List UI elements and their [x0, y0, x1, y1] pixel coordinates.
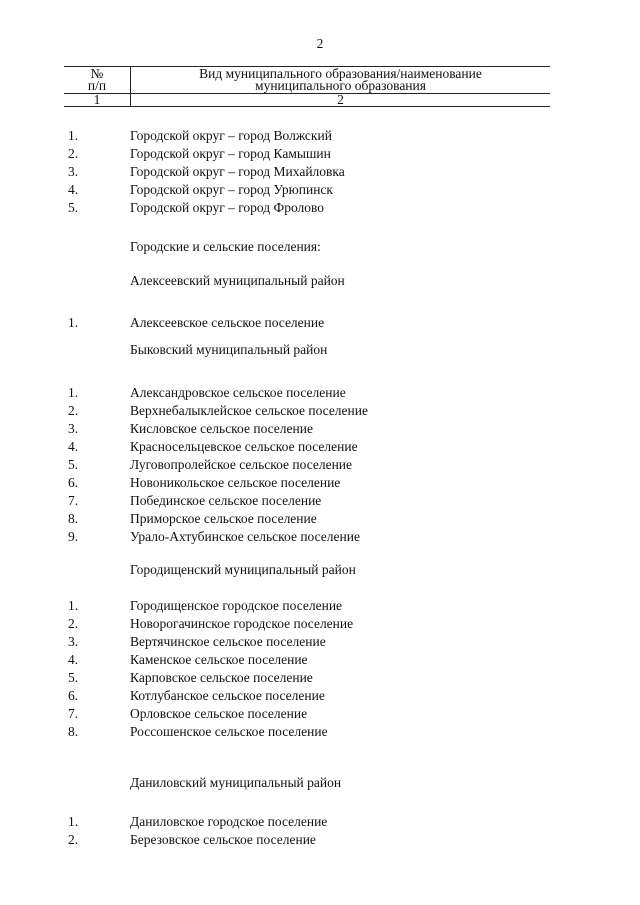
list-item-number: 2.	[68, 146, 79, 161]
table-header	[64, 66, 550, 107]
list-item-text: Алексеевское сельское поселение	[130, 315, 325, 330]
district-title-gorodishchensky: Городищенский муниципальный район	[130, 562, 356, 577]
list-item-text: Александровское сельское поселение	[130, 385, 346, 400]
column-number-index: 1	[64, 94, 131, 107]
list-item-text: Красносельцевское сельское поселение	[130, 439, 358, 454]
list-item-text: Новоникольское сельское поселение	[130, 475, 341, 490]
list-item-number: 3.	[68, 421, 79, 436]
list-item-number: 8.	[68, 511, 79, 526]
column-type-header	[131, 67, 551, 94]
list-item-text: Кисловское сельское поселение	[130, 421, 313, 436]
list-item-text: Верхнебалыклейское сельское поселение	[130, 403, 368, 418]
list-item-text: Городской округ – город Камышин	[130, 146, 331, 161]
column-number-symbol: №	[90, 66, 104, 81]
list-item-text: Побединское сельское поселение	[130, 493, 322, 508]
district-title-bykovsky: Быковский муниципальный район	[130, 342, 328, 357]
column-type-line2: муниципального образования	[255, 78, 426, 93]
table-index-row	[64, 94, 550, 107]
list-item-text: Новорогачинское городское поселение	[130, 616, 354, 631]
list-item-text: Орловское сельское поселение	[130, 706, 308, 721]
list-item-number: 2.	[68, 403, 79, 418]
list-item-text: Березовское сельское поселение	[130, 832, 316, 847]
list-item-number: 4.	[68, 182, 79, 197]
list-item-text: Луговопролейское сельское поселение	[130, 457, 353, 472]
list-item-number: 3.	[68, 164, 79, 179]
settlements-heading: Городские и сельские поселения:	[130, 239, 321, 254]
list-item-text: Карповское сельское поселение	[130, 670, 313, 685]
list-item-number: 9.	[68, 529, 79, 544]
list-item-text: Урало-Ахтубинское сельское поселение	[130, 529, 360, 544]
page-number: 2	[316, 36, 324, 51]
list-item-text: Городской округ – город Фролово	[130, 200, 325, 215]
list-item-number: 4.	[68, 652, 79, 667]
list-item-number: 8.	[68, 724, 79, 739]
list-item-number: 5.	[68, 670, 79, 685]
list-item-text: Котлубанское сельское поселение	[130, 688, 325, 703]
list-item-text: Городищенское городское поселение	[130, 598, 343, 613]
list-item-text: Вертячинское сельское поселение	[130, 634, 326, 649]
district-title-alekseevsky: Алексеевский муниципальный район	[130, 273, 345, 288]
list-item-text: Даниловское городское поселение	[130, 814, 328, 829]
list-item-number: 5.	[68, 457, 79, 472]
column-number-header	[64, 67, 131, 94]
list-item-number: 4.	[68, 439, 79, 454]
list-item-text: Россошенское сельское поселение	[130, 724, 328, 739]
district-title-danilovsky: Даниловский муниципальный район	[130, 775, 342, 790]
list-item-number: 5.	[68, 200, 79, 215]
list-item-text: Приморское сельское поселение	[130, 511, 317, 526]
list-item-number: 6.	[68, 475, 79, 490]
list-item-text: Каменское сельское поселение	[130, 652, 308, 667]
list-item-number: 1.	[68, 385, 79, 400]
column-number-abbr: п/п	[87, 78, 107, 93]
list-item-number: 7.	[68, 493, 79, 508]
list-item-text: Городской округ – город Урюпинск	[130, 182, 333, 197]
list-item-text: Городской округ – город Михайловка	[130, 164, 345, 179]
list-item-number: 1.	[68, 814, 79, 829]
list-item-number: 3.	[68, 634, 79, 649]
list-item-number: 7.	[68, 706, 79, 721]
list-item-number: 1.	[68, 598, 79, 613]
list-item-text: Городской округ – город Волжский	[130, 128, 332, 143]
column-type-line1: Вид муниципального образования/наименование	[199, 66, 482, 81]
list-item-number: 1.	[68, 128, 79, 143]
list-item-number: 6.	[68, 688, 79, 703]
list-item-number: 2.	[68, 616, 79, 631]
column-type-index: 2	[131, 94, 551, 107]
table-header-row	[64, 67, 550, 94]
list-item-number: 1.	[68, 315, 79, 330]
list-item-number: 2.	[68, 832, 79, 847]
